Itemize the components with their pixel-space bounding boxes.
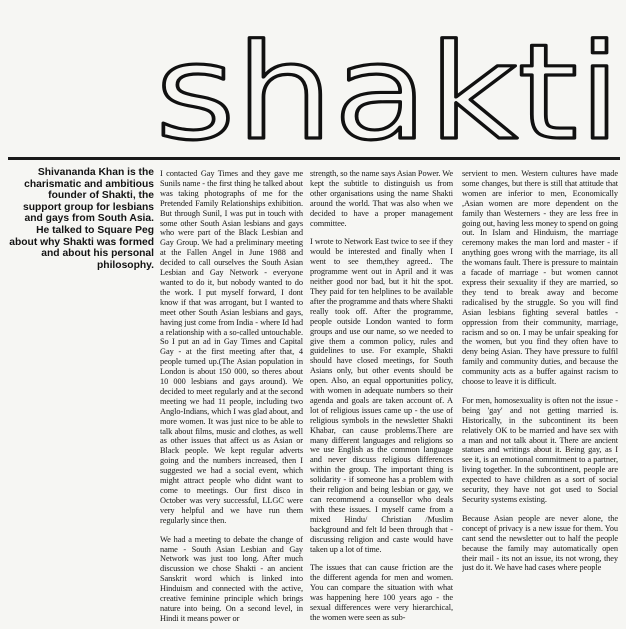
paragraph: The issues that can cause friction are the the different agenda for men and women. You can compare the situation with what was happening here 100 years ago - the sexual differences were very hierarchical, the women were seen as sub-: [310, 563, 453, 622]
article-deck: [8, 167, 154, 271]
paragraph: strength, so the name says Asian Power. We kept the subtitle to distinguish us from other organisations using the name Shakti around the world. That was also when we decided to have a proper management committee.: [310, 169, 453, 228]
masthead-logo: [150, 34, 626, 154]
deck-followup: He talked to Square Peg about why Shakti was formed and about his personal philosophy.: [9, 224, 154, 271]
paragraph: Because Asian people are never alone, the concept of privacy is a new issue for them. You cant send the newsletter out to half the people because the family may automatically open their mail - its not an issue, its not wrong, they just do it. We have had cases where people: [462, 513, 618, 573]
article-column-2: [310, 169, 453, 627]
paragraph: I contacted Gay Times and they gave me Sunils name - the first thing he talked about was taking photographs of me for the Pretended Family Relationships exhibition. But through Sunil, I was put in touch with some other South Asian lesbians and gays who were part of the Black Lesbian and Gay Group. We had a preliminary meeting at the Fallen Angel in June 1988 and decided to call ourselves the South Asian Lesbian and Gay Network - everyone wanted to do it, but nobody wanted to do the work. I put myself forward, I dont know if that was arrogant, but I wanted to meet other South Asian lesbians and gays, having just come from India - where Id had a relationship with a so-called untouchable. So I put an ad in Gay Times and Capital Gay - at the first meeting after that, 4 people turned up.(The Asian population in London is about 150 000, so theres about 10 000 lesbians and gays around). We decided to meet regularly and at the second meeting we had 11 people, including two Anglo-Indians, which I was glad about, and more women. It was just nice to be able to talk about films, music and clothes, as well as other issues that affect us as Asian or Black people. We kept regular adverts going and the numbers increased, then I suggested we had a social event, which might attract people who didnt want to come to meetings. Our first disco in October was very successful, LLGC were very helpful and we have run them regularly since then.: [160, 169, 303, 525]
paragraph: I wrote to Network East twice to see if they would be interested and finally when I went to see them,they agreed.. The programme went out in April and it was neither good nor bad, but it hit the spot. They paid for ten helplines to be available after the programme and thats where Shakti really took off. After the programme, people outside London wanted to form groups and use our name, so we needed to give them a common policy, rules and guidelines to use. For example, Shakti should have closed meetings, for South Asians only, but other events should be open. Also, an equal opportunities policy, with women in adequate numbers so their agenda and goals are taken account of. A lot of religious issues came up - the use of religious symbols in the newsletter Shakti Khabar, can cause problems.There are many different languages and religions so we use English as the common language and never discuss religious differences within the group. The important thing is solidarity - if someone has a problem with their religion and being lesbian or gay, we can recommend a counsellor who deals with these issues. I myself came from a mixed Hindu/ Christian /Muslim background and felt Id been through that - discussing religion and caste would have taken up a lot of time.: [310, 237, 453, 554]
article-column-1: [160, 169, 303, 627]
deck-intro: Shivananda Khan is the charismatic and ambitious founder of Shakti, the support group for lesbians and gays from South Asia.: [22, 167, 154, 225]
paragraph: For men, homosexuality is often not the issue - being 'gay' and not getting married is. Historically, in the subcontinent its been relatively OK to be married and have sex with a man and not talk about it. There are ancient statues and writings about it. Being gay, as I see it, is an emotional commitment to a partner, living together. In the subcontinent, people are expected to have children as a sort of social security, they have not got used to Social Security systems existing.: [462, 395, 618, 504]
masthead-title: shakti: [155, 34, 621, 154]
masthead: [150, 34, 626, 154]
paragraph: We had a meeting to debate the change of name - South Asian Lesbian and Gay Network was just too long. After much discussion we chose Shakti - an ancient Sanskrit word which is linked into Hinduism and connected with the active, creative feminine principle which brings nature into being. On a second level, in Hindi it means power or: [160, 534, 303, 623]
paragraph: servient to men. Western cultures have made some changes, but there is still that attitude that women are inferior to men, Economically ,Asian women are more dependent on the family than Westerners - they are less free in going out, having less money to spend on going out. In Islam and Hinduism, the marriage ceremony makes the man lord and master - if anything goes wrong with the marriage, its all the womans fault. There is pressure to maintain a facade of marriage - but women cannot express their sexuality if they are married, so they tend to break away and become radicalised by the struggle. So you will find Asian lesbians fighting several battles - oppression from their community, marriage, racism and so on. I may be unfair speaking for the women, but you find they often have to deny being Asian. They have pressure to fulfil family and community duties, and because the community acts as a buffer against racism to choose to leave it is difficult.: [462, 169, 618, 387]
header-rule: [8, 157, 620, 160]
article-column-3: [462, 169, 618, 627]
